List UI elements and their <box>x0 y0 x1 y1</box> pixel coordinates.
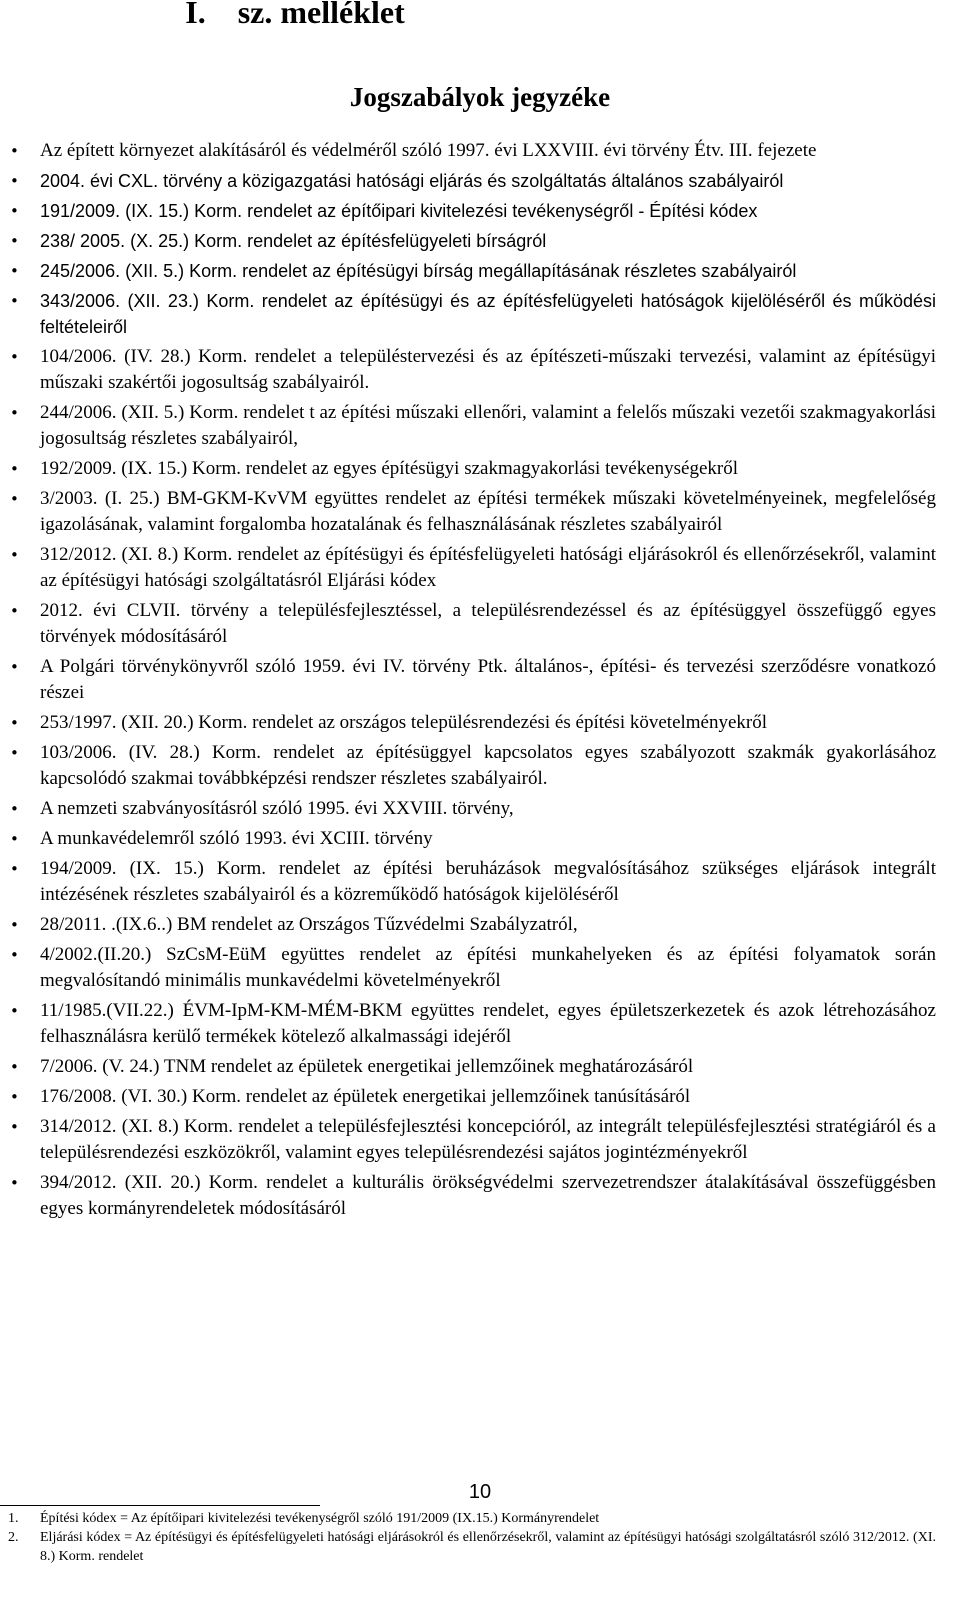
page-number: 10 <box>468 1481 492 1503</box>
list-item: • 2012. évi CLVII. törvény a településfejlesztéssel, a településrendezéssel és az építésüggyel összefüggő egyes törvények módosításáról <box>0 598 960 650</box>
footnote-number: 1. <box>8 1511 19 1526</box>
list-item: • 194/2009. (IX. 15.) Korm. rendelet az építési beruházások megvalósításához szükséges eljárások integrált intézésének részletes szabályairól és a közreműködő hatóságok kijelöléséről <box>0 856 960 908</box>
footnote-text: Eljárási kódex = Az építésügyi és építésfelügyeleti hatósági eljárásokról és ellenőrzésekről, valamint az építésügyi hatósági szolgáltatásról szóló 312/2012. (XI. 8.) Korm. rendelet <box>40 1530 936 1564</box>
footnotes <box>0 1509 960 1566</box>
list-item: • 192/2009. (IX. 15.) Korm. rendelet az egyes építésügyi szakmagyakorlási tevékenységekről <box>0 456 960 482</box>
footnote-divider <box>0 1505 320 1506</box>
list-item: • A munkavédelemről szóló 1993. évi XCIII. törvény <box>0 826 960 852</box>
list-item: • 2004. évi CXL. törvény a közigazgatási hatósági eljárás és szolgáltatás általános szabályairól <box>0 168 960 194</box>
list-item: • 244/2006. (XII. 5.) Korm. rendelet t az építési műszaki ellenőri, valamint a felelős műszaki vezetői szakmagyakorlási jogosultság részletes szabályairól, <box>0 400 960 452</box>
list-item: • 176/2008. (VI. 30.) Korm. rendelet az épületek energetikai jellemzőinek tanúsításáról <box>0 1084 960 1110</box>
list-item: • 343/2006. (XII. 23.) Korm. rendelet az építésügyi és az építésfelügyeleti hatóságok kijelöléséről és működési feltételeiről <box>0 288 960 340</box>
list-item: • 28/2011. .(IX.6..) BM rendelet az Országos Tűzvédelmi Szabályzatról, <box>0 912 960 938</box>
list-item: • 11/1985.(VII.22.) ÉVM-IpM-KM-MÉM-BKM együttes rendelet, egyes épületszerkezetek és azok létrehozásához felhasználásra kerülő termékek kötelező alkalmassági idejéről <box>0 998 960 1050</box>
list-item: • 312/2012. (XI. 8.) Korm. rendelet az építésügyi és építésfelügyeleti hatósági eljárásokról és ellenőrzésekről, valamint az építésügyi hatósági szolgáltatásról Eljárási kódex <box>0 542 960 594</box>
footnote <box>0 1528 960 1566</box>
list-item: • 238/ 2005. (X. 25.) Korm. rendelet az építésfelügyeleti bírságról <box>0 228 960 254</box>
legislation-list <box>0 138 960 1226</box>
list-item: • A Polgári törvénykönyvről szóló 1959. évi IV. törvény Ptk. általános-, építési- és tervezési szerződésre vonatkozó részei <box>0 654 960 706</box>
list-item: • 104/2006. (IV. 28.) Korm. rendelet a településtervezési és az építészeti-műszaki tervezési, valamint az építésügyi műszaki szakértői jogosultság szabályairól. <box>0 344 960 396</box>
list-item: • 3/2003. (I. 25.) BM-GKM-KvVM együttes rendelet az építési termékek műszaki követelményeinek, megfelelőség igazolásának, valamint forgalomba hozatalának és felhasználásának részletes szabályairól <box>0 486 960 538</box>
list-item: • 7/2006. (V. 24.) TNM rendelet az épületek energetikai jellemzőinek meghatározásáról <box>0 1054 960 1080</box>
list-item: • 245/2006. (XII. 5.) Korm. rendelet az építésügyi bírság megállapításának részletes szabályairól <box>0 258 960 284</box>
list-item: • A nemzeti szabványosításról szóló 1995. évi XXVIII. törvény, <box>0 796 960 822</box>
list-item: • 394/2012. (XII. 20.) Korm. rendelet a kulturális örökségvédelmi szervezetrendszer átalakításával összefüggésben egyes kormányrendeletek módosításáról <box>0 1170 960 1222</box>
annex-title: I. sz. melléklet <box>185 0 405 30</box>
list-item: • 191/2009. (IX. 15.) Korm. rendelet az építőipari kivitelezési tevékenységről - Építési kódex <box>0 198 960 224</box>
list-item: • Az épített környezet alakításáról és védelméről szóló 1997. évi LXXVIII. évi törvény Étv. III. fejezete <box>0 138 960 164</box>
footnote-number: 2. <box>8 1530 19 1545</box>
list-item: • 103/2006. (IV. 28.) Korm. rendelet az építésüggyel kapcsolatos egyes szabályozott szakmák gyakorlásához kapcsolódó szakmai továbbképzési rendszer részletes szabályairól. <box>0 740 960 792</box>
footnote-text: Építési kódex = Az építőipari kivitelezési tevékenységről szóló 191/2009 (IX.15.) Kormányrendelet <box>40 1511 600 1526</box>
list-item: • 314/2012. (XI. 8.) Korm. rendelet a településfejlesztési koncepcióról, az integrált településfejlesztési stratégiáról és a településrendezési eszközökről, valamint egyes településrendezési sajátos jogintézményekről <box>0 1114 960 1166</box>
page-title: Jogszabályok jegyzéke <box>349 82 611 112</box>
footnote <box>0 1509 960 1528</box>
list-item: • 253/1997. (XII. 20.) Korm. rendelet az országos településrendezési és építési követelményekről <box>0 710 960 736</box>
list-item: • 4/2002.(II.20.) SzCsM-EüM együttes rendelet az építési munkahelyeken és az építési folyamatok során megvalósítandó minimális munkavédelmi követelményekről <box>0 942 960 994</box>
